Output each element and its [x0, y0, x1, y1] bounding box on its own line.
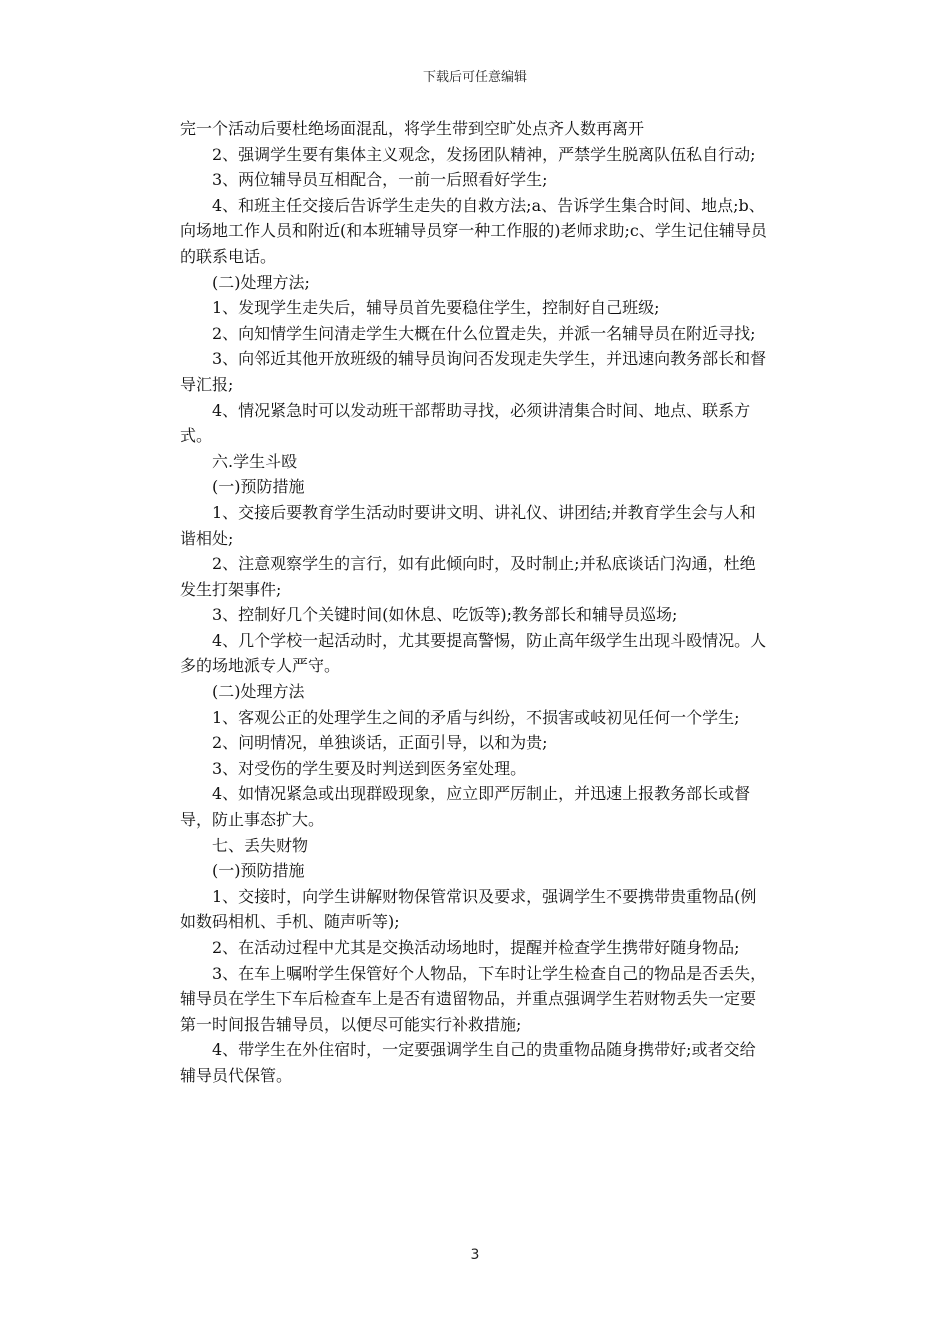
paragraph: 4、带学生在外住宿时，一定要强调学生自己的贵重物品随身携带好;或者交给辅导员代保管。	[180, 1040, 756, 1085]
paragraph: 1、发现学生走失后，辅导员首先要稳住学生，控制好自己班级;	[212, 298, 660, 318]
page-header: 下载后可任意编辑	[422, 70, 527, 85]
paragraph: 1、交接后要教育学生活动时要讲文明、讲礼仪、讲团结;并教育学生会与人和谐相处;	[180, 502, 756, 548]
paragraph: 4、几个学校一起活动时，尤其要提高警惕，防止高年级学生出现斗殴情况。人多的场地派专人严守。	[180, 630, 767, 676]
subsection-heading: (二)处理方法	[212, 682, 305, 702]
section-heading: 六.学生斗殴	[212, 451, 298, 471]
paragraph: 1、交接时，向学生讲解财物保管常识及要求，强调学生不要携带贵重物品(例如数码相机、手机、随声听等);	[180, 886, 757, 932]
paragraph: 2、问明情况，单独谈话，正面引导，以和为贵;	[212, 733, 548, 753]
paragraph: 3、向邻近其他开放班级的辅导员询问否发现走失学生，并迅速向教务部长和督导汇报;	[180, 349, 767, 394]
section-heading: 七、丢失财物	[212, 835, 309, 855]
subsection-heading: (二)处理方法;	[212, 272, 310, 292]
paragraph: 2、注意观察学生的言行，如有此倾向时，及时制止;并私底谈话门沟通，杜绝发生打架事件;	[180, 554, 756, 599]
paragraph: 1、客观公正的处理学生之间的矛盾与纠纷，不损害或岐初见任何一个学生;	[212, 707, 740, 727]
page-number: 3	[470, 1247, 480, 1263]
paragraph: 3、两位辅导员互相配合，一前一后照看好学生;	[212, 170, 548, 190]
document-body	[180, 116, 770, 1089]
subsection-heading: (一)预防措施	[212, 477, 305, 497]
paragraph: 4、情况紧急时可以发动班干部帮助寻找，必须讲清集合时间、地点、联系方式。	[180, 400, 751, 446]
paragraph: 3、对受伤的学生要及时判送到医务室处理。	[212, 758, 527, 778]
paragraph: 3、在车上嘱咐学生保管好个人物品，下车时让学生检查自己的物品是否丢失，辅导员在学生下车后检查车上是否有遗留物品，并重点强调学生若财物丢失一定要第一时间报告辅导员，以便尽可能实行补救措施;	[180, 963, 767, 1034]
paragraph: 4、如情况紧急或出现群殴现象，应立即严厉制止，并迅速上报教务部长或督导，防止事态扩大。	[180, 784, 751, 830]
paragraph: 完一个活动后要杜绝场面混乱，将学生带到空旷处点齐人数再离开	[180, 119, 645, 138]
paragraph: 3、控制好几个关键时间(如休息、吃饭等);教务部长和辅导员巡场;	[212, 605, 678, 625]
paragraph: 4、和班主任交接后告诉学生走失的自救方法;a、告诉学生集合时间、地点;b、向场地工作人员和附近(和本班辅导员穿一种工作服的)老师求助;c、学生记住辅导员的联系电话。	[180, 195, 767, 266]
subsection-heading: (一)预防措施	[212, 861, 305, 881]
paragraph: 2、强调学生要有集体主义观念，发扬团队精神，严禁学生脱离队伍私自行动;	[212, 144, 756, 164]
paragraph: 2、在活动过程中尤其是交换活动场地时，提醒并检查学生携带好随身物品;	[212, 938, 740, 957]
paragraph: 2、向知情学生问清走学生大概在什么位置走失，并派一名辅导员在附近寻找;	[212, 323, 756, 343]
